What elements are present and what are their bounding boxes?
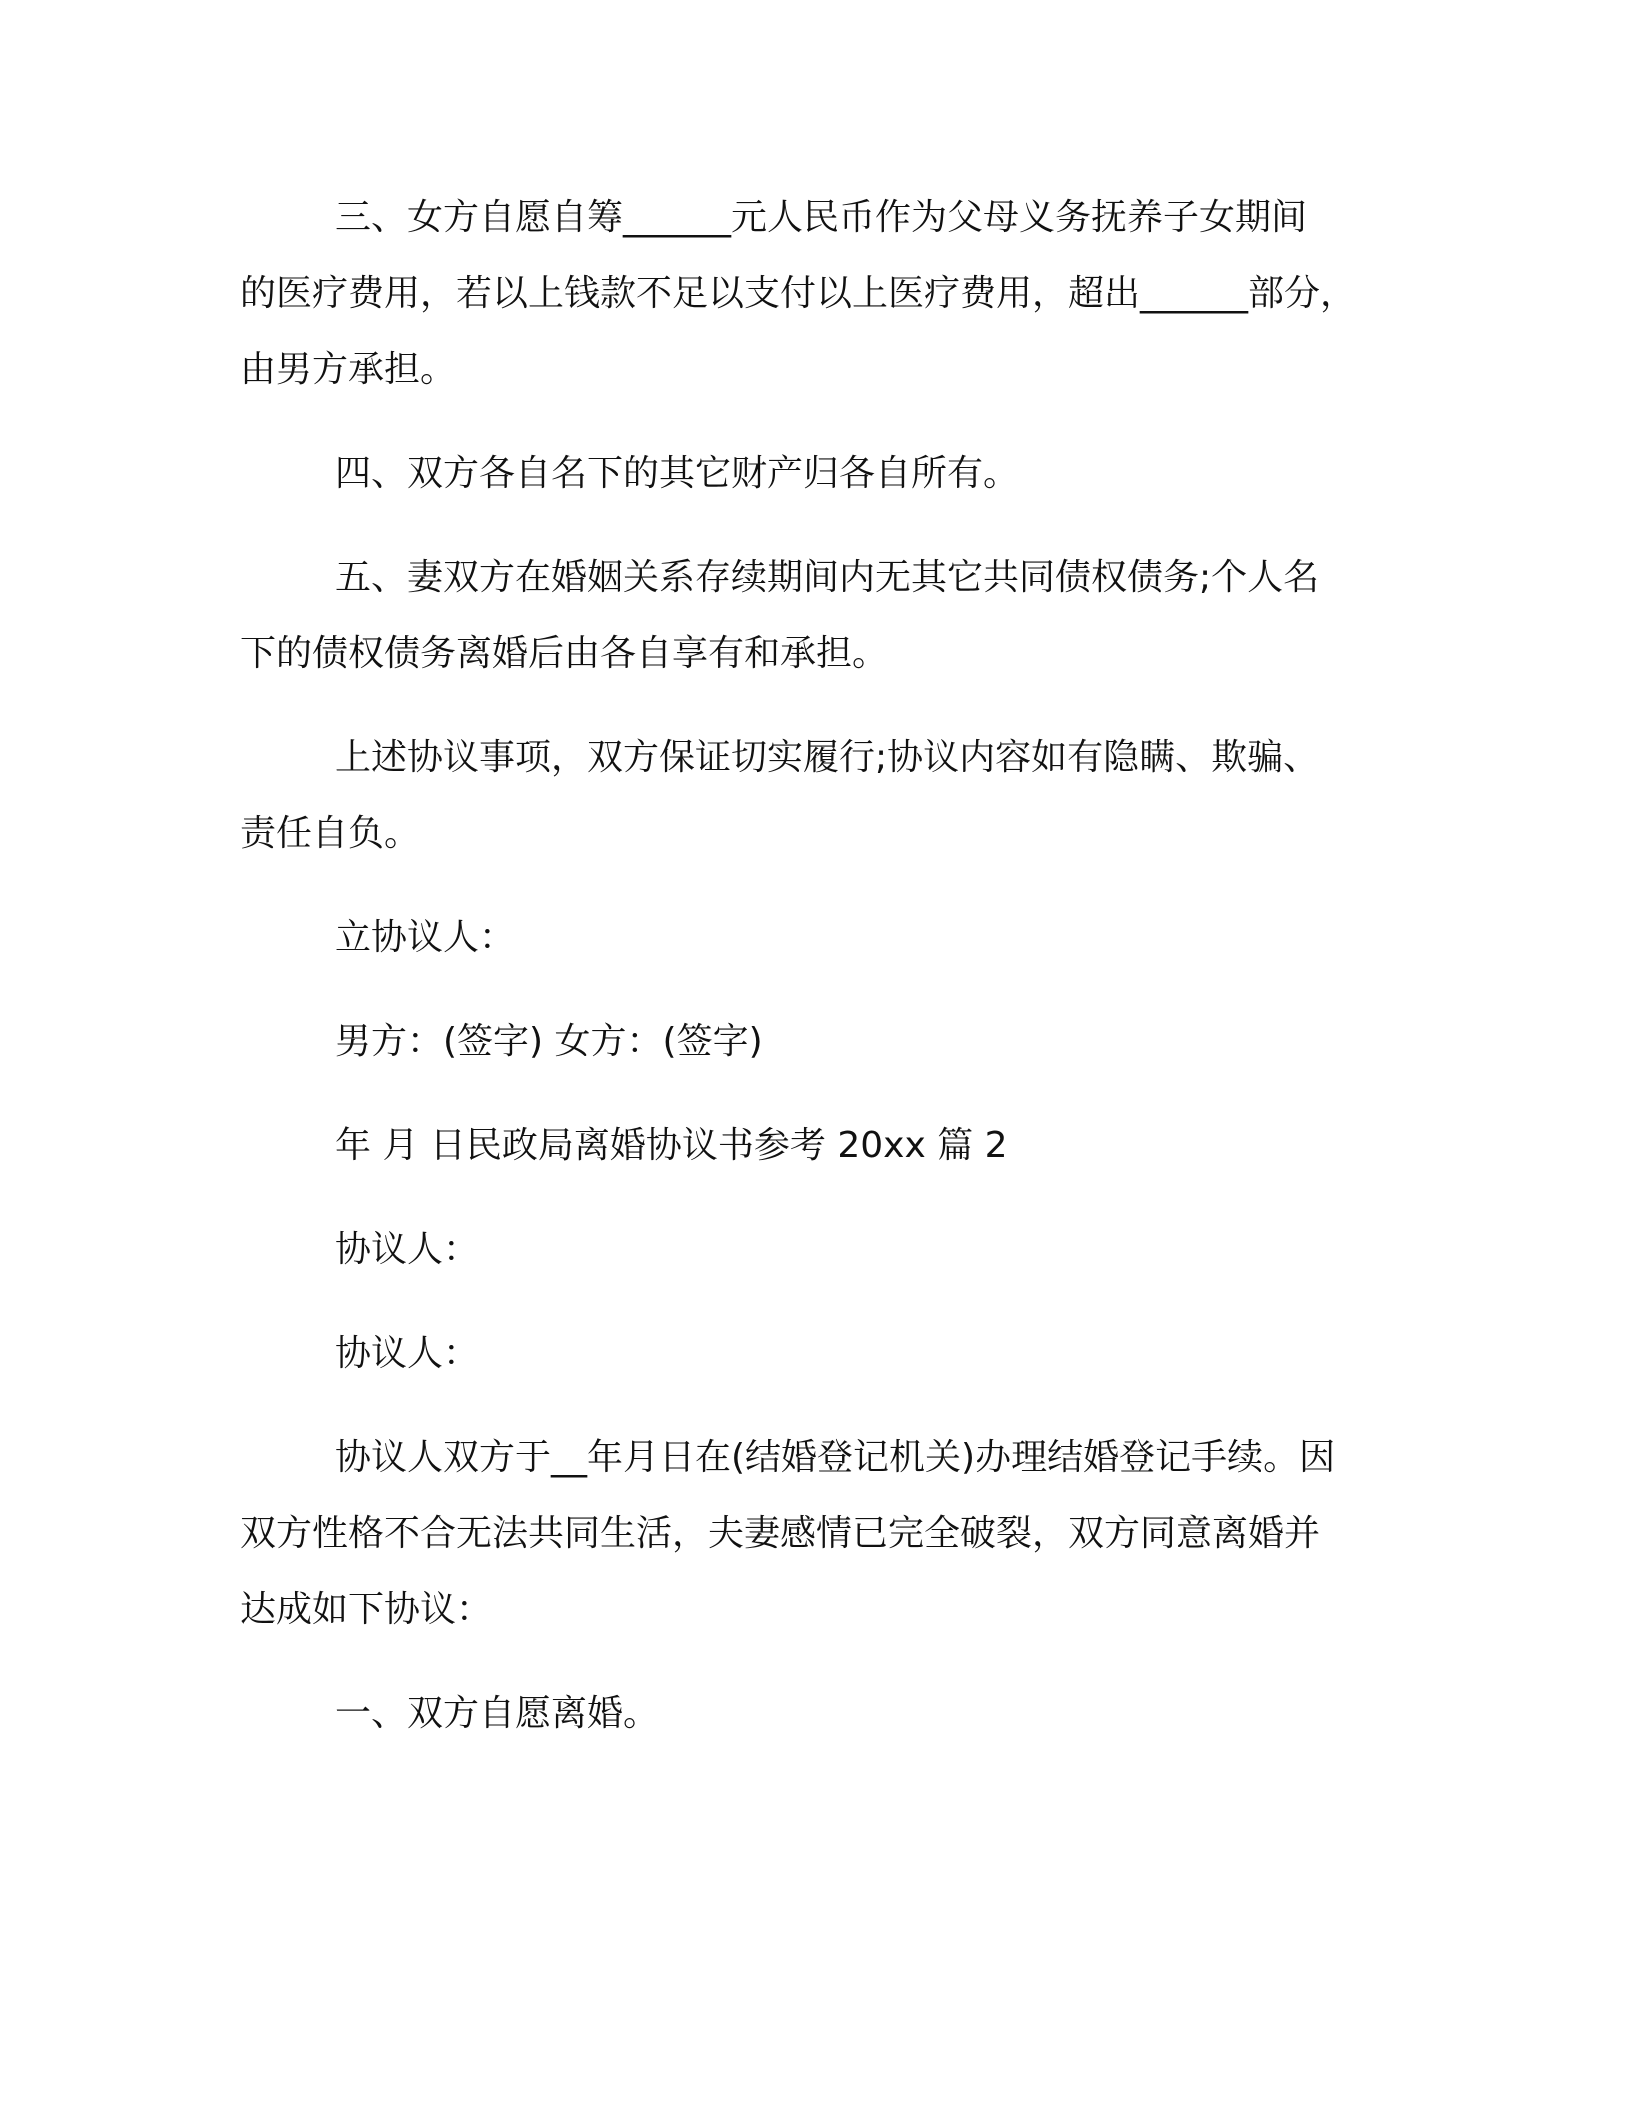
clause-five-line-2: 下的债权债务离婚后由各自享有和承担。: [240, 633, 889, 674]
guarantee-line-1: 上述协议事项，双方保证切实履行;协议内容如有隐瞒、欺骗、: [335, 737, 1320, 778]
preamble-line-2: 双方性格不合无法共同生活，夫妻感情已完全破裂，双方同意离婚并: [240, 1513, 1321, 1554]
party-one-label: 协议人：: [335, 1229, 480, 1270]
signature-line: 男方：(签字) 女方：(签字): [335, 1021, 763, 1062]
clause-three-line-2: 的医疗费用，若以上钱款不足以支付以上医疗费用，超出______部分，: [240, 273, 1357, 314]
date-and-section-title: 年 月 日民政局离婚协议书参考 20xx 篇 2: [335, 1125, 1008, 1166]
preamble-line-3: 达成如下协议：: [240, 1589, 493, 1630]
preamble-line-1: 协议人双方于__年月日在(结婚登记机关)办理结婚登记手续。因: [335, 1437, 1336, 1478]
signatory-label: 立协议人：: [335, 917, 516, 958]
clause-one: 一、双方自愿离婚。: [335, 1693, 660, 1734]
guarantee-line-2: 责任自负。: [240, 813, 421, 854]
clause-four: 四、双方各自名下的其它财产归各自所有。: [335, 453, 1020, 494]
party-two-label: 协议人：: [335, 1333, 480, 1374]
clause-three-line-3: 由男方承担。: [240, 349, 457, 390]
clause-five-line-1: 五、妻双方在婚姻关系存续期间内无其它共同债权债务;个人名: [335, 557, 1320, 598]
clause-three-line-1: 三、女方自愿自筹______元人民币作为父母义务抚养子女期间: [335, 197, 1308, 238]
